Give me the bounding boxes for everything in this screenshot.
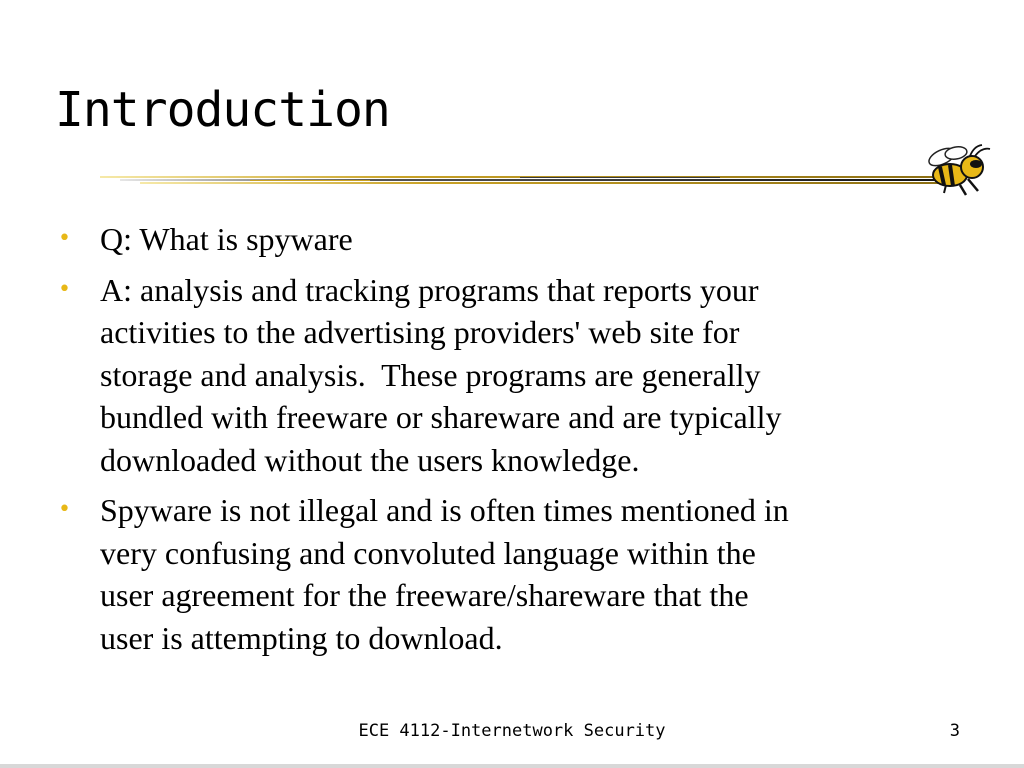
bullet-item xyxy=(58,489,988,659)
bullet-text: A: analysis and tracking programs that reports your activities to the advertising providers' web site for storage and analysis. These programs are generally bundled with freeware or shareware and are typically downloaded without the users knowledge. xyxy=(100,271,782,478)
title-divider-rule xyxy=(100,171,960,187)
yellow-jacket-mascot-icon xyxy=(920,143,992,199)
bullet-list xyxy=(58,218,988,667)
bullet-text: Spyware is not illegal and is often times mentioned in very confusing and convoluted language within the user agreement for the freeware/shareware that the user is attempting to download. xyxy=(100,492,789,656)
slide-bottom-border xyxy=(0,764,1024,768)
slide-title: Introduction xyxy=(55,82,390,138)
bullet-dot-icon: • xyxy=(58,276,71,302)
bullet-item xyxy=(58,218,988,261)
bullet-dot-icon: • xyxy=(58,497,71,522)
bullet-text: Q: What is spyware xyxy=(100,221,353,257)
bullet-dot-icon: • xyxy=(58,226,71,251)
bullet-item xyxy=(58,269,988,482)
footer-page-number: 3 xyxy=(949,721,960,741)
footer-course-title: ECE 4112-Internetwork Security xyxy=(358,721,666,741)
